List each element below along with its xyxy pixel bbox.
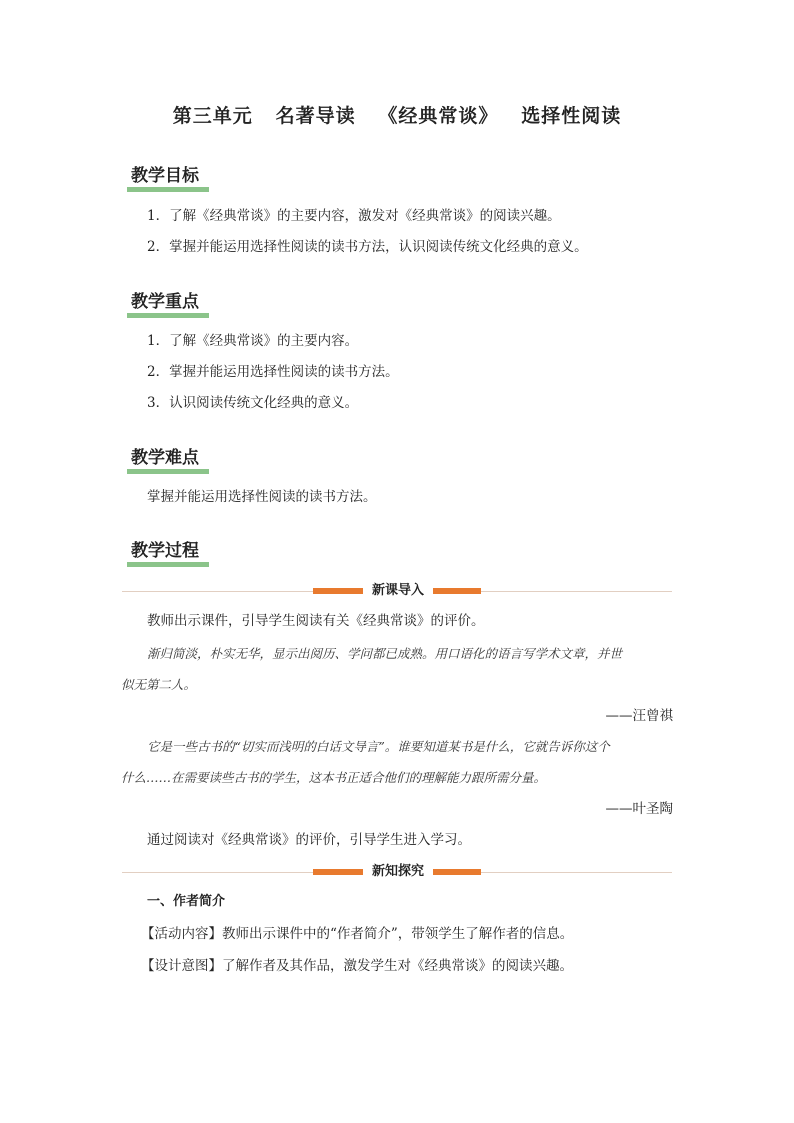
section-heading-process: [127, 536, 203, 563]
section-heading-keypoints-label: 教学重点: [131, 292, 199, 312]
band-label-intro: 新课导入: [363, 581, 433, 601]
explore-activity: 【活动内容】教师出示课件中的“作者简介”，带领学生了解作者的信息。: [141, 926, 574, 942]
quote1-line2: 似无第二人。: [121, 677, 197, 692]
heading-underline: [127, 313, 209, 318]
page-title: 第三单元 名著导读 《经典常谈》 选择性阅读: [172, 105, 622, 127]
keypoint-item-3: 3．认识阅读传统文化经典的意义。: [147, 395, 359, 411]
explore-intent: 【设计意图】了解作者及其作品，激发学生对《经典常谈》的阅读兴趣。: [141, 958, 573, 974]
intro-closing: 通过阅读对《经典常谈》的评价，引导学生进入学习。: [147, 832, 471, 848]
heading-underline: [127, 187, 209, 192]
explore-subheading: 一、作者简介: [147, 894, 226, 909]
section-heading-goals: [127, 161, 203, 188]
section-heading-process-label: 教学过程: [131, 541, 199, 561]
quote2-line1: 它是一些古书的“切实而浅明的白话文导言”。谁要知道某书是什么，它就告诉你这个: [147, 739, 610, 754]
keypoint-item-2: 2．掌握并能运用选择性阅读的读书方法。: [147, 364, 399, 380]
section-heading-keypoints: [127, 287, 203, 314]
heading-underline: [127, 469, 209, 474]
intro-lead: 教师出示课件，引导学生阅读有关《经典常谈》的评价。: [147, 613, 485, 629]
difficulty-text: 掌握并能运用选择性阅读的读书方法。: [147, 489, 377, 505]
band-label-explore: 新知探究: [363, 862, 433, 882]
keypoint-item-1: 1．了解《经典常谈》的主要内容。: [147, 333, 359, 349]
section-heading-goals-label: 教学目标: [131, 166, 199, 186]
quote2-line2: 什么……在需要读些古书的学生，这本书正适合他们的理解能力跟所需分量。: [121, 770, 547, 785]
quote1-line1: 渐归简淡，朴实无华，显示出阅历、学问都已成熟。用口语化的语言写学术文章，并世: [147, 646, 623, 661]
goal-item-1: 1．了解《经典常谈》的主要内容，激发对《经典常谈》的阅读兴趣。: [147, 208, 561, 224]
section-heading-difficulty: [127, 443, 203, 470]
quote2-author: ——叶圣陶: [605, 801, 673, 817]
quote1-author: ——汪曾祺: [605, 708, 673, 724]
heading-underline: [127, 562, 209, 567]
section-heading-difficulty-label: 教学难点: [131, 448, 199, 468]
goal-item-2: 2．掌握并能运用选择性阅读的读书方法，认识阅读传统文化经典的意义。: [147, 239, 588, 255]
